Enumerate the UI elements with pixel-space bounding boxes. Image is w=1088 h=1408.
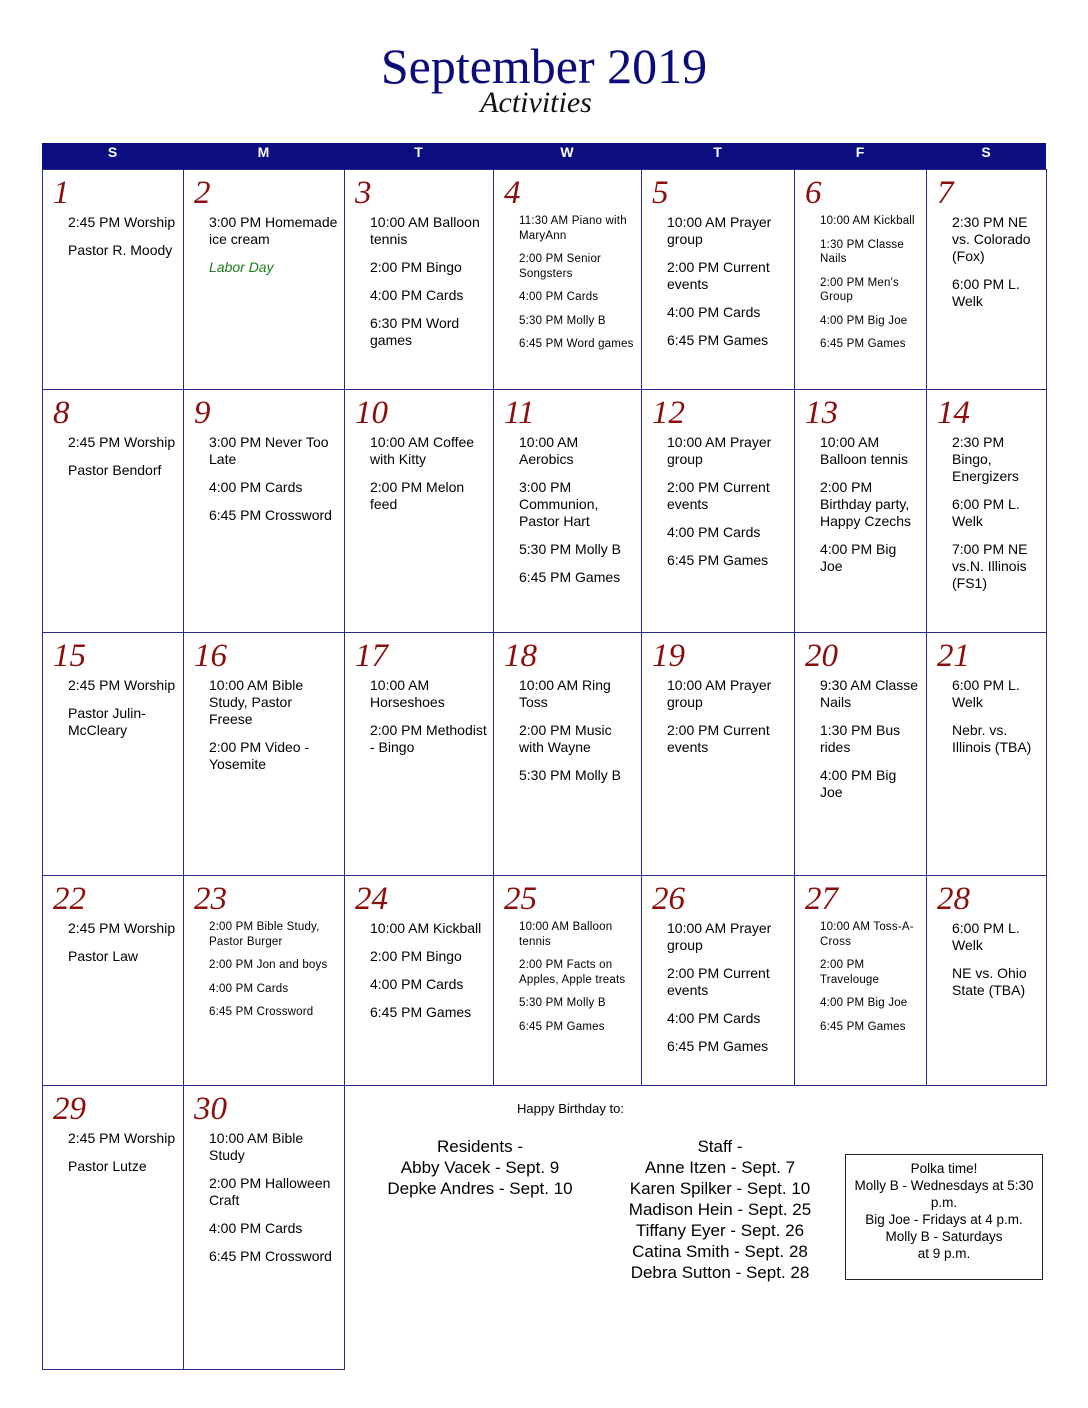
day-cell bbox=[344, 389, 494, 633]
day-number: 1 bbox=[53, 175, 70, 211]
staff-birthdays bbox=[600, 1136, 840, 1283]
event-item: 4:00 PM Cards bbox=[209, 982, 289, 995]
staff-birthday: Anne Itzen - Sept. 7 bbox=[644, 1158, 796, 1177]
day-number: 10 bbox=[355, 395, 388, 431]
polka-line: at 9 p.m. bbox=[917, 1246, 971, 1261]
day-number: 4 bbox=[504, 175, 521, 211]
event-item: 4:00 PM Cards bbox=[667, 304, 761, 320]
residents-birthdays bbox=[360, 1136, 600, 1199]
event-item: 2:00 PM Travelouge bbox=[820, 959, 880, 986]
event-item: 10:00 AM Bible Study bbox=[209, 1130, 304, 1163]
event-item: 2:45 PM Worship bbox=[68, 920, 176, 936]
event-item: 2:45 PM Worship bbox=[68, 1130, 176, 1146]
event-item: 4:00 PM Big Joe bbox=[820, 541, 897, 574]
event-item: 3:00 PM Communion, Pastor Hart bbox=[519, 479, 599, 529]
day-number: 9 bbox=[194, 395, 211, 431]
event-item: 2:00 PM Bingo bbox=[370, 259, 462, 275]
event-item: 10:00 AM Balloon tennis bbox=[370, 214, 480, 247]
weekday-header-mon: M bbox=[257, 144, 270, 160]
day-number: 28 bbox=[937, 881, 970, 917]
day-cell bbox=[183, 875, 345, 1086]
event-item: 1:30 PM Classe Nails bbox=[820, 238, 904, 265]
event-item: 6:45 PM Games bbox=[519, 569, 621, 585]
event-item: Pastor Lutze bbox=[68, 1158, 147, 1174]
event-item: 2:30 PM NE vs. Colorado (Fox) bbox=[952, 214, 1031, 264]
event-item: 3:00 PM Homemade ice cream bbox=[209, 214, 338, 247]
weekday-header-thu: T bbox=[713, 144, 722, 160]
event-item: 6:00 PM L. Welk bbox=[952, 276, 1020, 309]
day-cell bbox=[344, 169, 494, 390]
weekday-header-tue: T bbox=[414, 144, 423, 160]
polka-line: Polka time! bbox=[910, 1161, 978, 1176]
day-cell bbox=[183, 169, 345, 390]
event-list bbox=[209, 677, 338, 784]
day-number: 16 bbox=[194, 638, 227, 674]
event-item: 2:00 PM Jon and boys bbox=[209, 959, 328, 971]
event-list bbox=[667, 434, 788, 580]
event-item: 4:00 PM Cards bbox=[370, 287, 464, 303]
day-cell bbox=[641, 632, 795, 876]
event-item: 2:00 PM Senior Songsters bbox=[519, 253, 602, 280]
day-cell bbox=[794, 389, 927, 633]
event-item: 2:00 PM Men's Group bbox=[820, 276, 899, 303]
event-item: 2:00 PM Current events bbox=[667, 259, 770, 292]
event-item: 6:00 PM L. Welk bbox=[952, 677, 1020, 710]
polka-line: Molly B - Wednesdays at 5:30 p.m. bbox=[854, 1178, 1034, 1210]
day-number: 22 bbox=[53, 881, 86, 917]
event-item: Nebr. vs. Illinois (TBA) bbox=[952, 722, 1032, 755]
calendar-title: September 2019 bbox=[380, 38, 708, 94]
event-item: 6:00 PM L. Welk bbox=[952, 496, 1020, 529]
day-cell bbox=[42, 169, 184, 390]
day-cell bbox=[493, 389, 642, 633]
event-item: 6:45 PM Games bbox=[370, 1004, 472, 1020]
day-cell bbox=[926, 169, 1047, 390]
day-number: 20 bbox=[805, 638, 838, 674]
event-item: 4:00 PM Cards bbox=[209, 479, 303, 495]
event-list bbox=[667, 920, 788, 1066]
event-list bbox=[519, 434, 635, 597]
event-item: 10:00 AM Prayer group bbox=[667, 677, 772, 710]
event-item: 10:00 AM Kickball bbox=[370, 920, 482, 936]
staff-birthday: Debra Sutton - Sept. 28 bbox=[630, 1263, 810, 1282]
event-item: 6:30 PM Word games bbox=[370, 315, 460, 348]
event-item: 7:00 PM NE vs.N. Illinois (FS1) bbox=[952, 541, 1028, 591]
event-item: 2:00 PM Bible Study, Pastor Burger bbox=[209, 921, 320, 948]
event-list bbox=[370, 920, 487, 1032]
event-list bbox=[820, 920, 920, 1043]
day-cell bbox=[42, 632, 184, 876]
resident-birthday: Depke Andres - Sept. 10 bbox=[387, 1179, 573, 1198]
event-list bbox=[952, 677, 1040, 767]
event-list bbox=[370, 677, 487, 767]
day-cell bbox=[183, 632, 345, 876]
staff-birthday: Karen Spilker - Sept. 10 bbox=[629, 1179, 811, 1198]
day-number: 2 bbox=[194, 175, 211, 211]
event-item: 4:00 PM Cards bbox=[667, 524, 761, 540]
event-item: 6:45 PM Games bbox=[519, 1020, 605, 1033]
day-cell bbox=[641, 875, 795, 1086]
event-item: 4:00 PM Big Joe bbox=[820, 314, 908, 327]
event-item: 2:00 PM Birthday party, Happy Czechs bbox=[820, 479, 912, 529]
weekday-header-fri: F bbox=[855, 144, 865, 160]
event-item: 2:00 PM Halloween Craft bbox=[209, 1175, 331, 1208]
polka-time-box bbox=[845, 1154, 1043, 1280]
event-list bbox=[209, 920, 338, 1029]
event-item: 2:00 PM Video - Yosemite bbox=[209, 739, 310, 772]
event-item: 10:00 AM Prayer group bbox=[667, 434, 772, 467]
event-item: 2:00 PM Current events bbox=[667, 479, 770, 512]
day-cell bbox=[493, 632, 642, 876]
day-number: 14 bbox=[937, 395, 970, 431]
staff-birthday: Madison Hein - Sept. 25 bbox=[628, 1200, 812, 1219]
event-item: 2:00 PM Methodist - Bingo bbox=[370, 722, 487, 755]
event-item: 5:30 PM Molly B bbox=[519, 767, 621, 783]
weekday-header-bar bbox=[42, 143, 1046, 169]
day-number: 19 bbox=[652, 638, 685, 674]
day-cell bbox=[641, 169, 795, 390]
event-list bbox=[209, 214, 338, 287]
event-item: 2:00 PM Current events bbox=[667, 965, 770, 998]
event-item: 6:45 PM Games bbox=[820, 1020, 906, 1033]
event-list bbox=[68, 677, 177, 750]
day-number: 26 bbox=[652, 881, 685, 917]
event-item: 2:45 PM Worship bbox=[68, 434, 176, 450]
event-item: 10:00 AM Kickball bbox=[820, 215, 915, 227]
event-item: 4:00 PM Big Joe bbox=[820, 767, 897, 800]
event-item: 2:00 PM Music with Wayne bbox=[519, 722, 612, 755]
calendar-subtitle: Activities bbox=[480, 86, 592, 119]
event-item: 9:30 AM Classe Nails bbox=[820, 677, 919, 710]
staff-birthday: Tiffany Eyer - Sept. 26 bbox=[635, 1221, 805, 1240]
day-number: 29 bbox=[53, 1091, 86, 1127]
event-item: 10:00 AM Coffee with Kitty bbox=[370, 434, 475, 467]
event-list bbox=[519, 677, 635, 795]
day-number: 17 bbox=[355, 638, 388, 674]
event-item: 6:45 PM Crossword bbox=[209, 1006, 314, 1018]
day-cell bbox=[794, 169, 927, 390]
event-item: 6:00 PM L. Welk bbox=[952, 920, 1020, 953]
event-item: 6:45 PM Games bbox=[667, 1038, 769, 1054]
event-list bbox=[68, 214, 177, 270]
event-list bbox=[820, 434, 920, 586]
event-item: Pastor Law bbox=[68, 948, 139, 964]
event-item: 1:30 PM Bus rides bbox=[820, 722, 901, 755]
event-item: 2:30 PM Bingo, Energizers bbox=[952, 434, 1019, 484]
event-item: 6:45 PM Games bbox=[667, 332, 769, 348]
event-item: 2:00 PM Melon feed bbox=[370, 479, 465, 512]
event-list bbox=[952, 920, 1040, 1010]
event-list bbox=[667, 214, 788, 360]
day-number: 7 bbox=[937, 175, 954, 211]
day-number: 25 bbox=[504, 881, 537, 917]
weekday-header-sat: S bbox=[981, 144, 991, 160]
event-list bbox=[667, 677, 788, 767]
residents-title: Residents - bbox=[437, 1137, 523, 1156]
day-cell bbox=[794, 632, 927, 876]
resident-birthday: Abby Vacek - Sept. 9 bbox=[400, 1158, 560, 1177]
event-item: 10:00 AM Prayer group bbox=[667, 214, 772, 247]
day-number: 15 bbox=[53, 638, 86, 674]
event-item: Pastor Julin-McCleary bbox=[68, 705, 146, 738]
day-cell bbox=[344, 875, 494, 1086]
event-item: 6:45 PM Games bbox=[820, 338, 906, 350]
event-item: 10:00 AM Horseshoes bbox=[370, 677, 445, 710]
day-number: 3 bbox=[355, 175, 372, 211]
day-cell bbox=[344, 632, 494, 876]
event-item: 3:00 PM Never Too Late bbox=[209, 434, 329, 467]
day-number: 23 bbox=[194, 881, 227, 917]
polka-line: Molly B - Saturdays bbox=[885, 1229, 1003, 1244]
day-number: 13 bbox=[805, 395, 838, 431]
event-item: 10:00 AM Balloon tennis bbox=[820, 434, 908, 467]
event-item: 11:30 AM Piano with MaryAnn bbox=[519, 215, 627, 242]
event-item: 10:00 AM Bible Study, Pastor Freese bbox=[209, 677, 304, 727]
event-item: 2:45 PM Worship bbox=[68, 677, 176, 693]
event-list bbox=[519, 920, 635, 1043]
event-list bbox=[68, 434, 177, 490]
day-number: 12 bbox=[652, 395, 685, 431]
day-cell bbox=[926, 389, 1047, 633]
day-number: 24 bbox=[355, 881, 388, 917]
event-list bbox=[820, 677, 920, 812]
day-cell bbox=[493, 169, 642, 390]
event-item: 10:00 AM Balloon tennis bbox=[519, 921, 613, 948]
weekday-header-sun: S bbox=[107, 144, 118, 160]
day-number: 30 bbox=[194, 1091, 227, 1127]
event-item: 2:00 PM Current events bbox=[667, 722, 770, 755]
event-item: 10:00 AM Prayer group bbox=[667, 920, 772, 953]
event-list bbox=[952, 214, 1040, 321]
holiday-note: Labor Day bbox=[209, 259, 274, 275]
day-cell bbox=[641, 389, 795, 633]
day-cell bbox=[42, 389, 184, 633]
event-item: 6:45 PM Games bbox=[667, 552, 769, 568]
event-item: 5:30 PM Molly B bbox=[519, 314, 606, 327]
day-number: 27 bbox=[805, 881, 838, 917]
event-list bbox=[820, 214, 920, 361]
day-cell bbox=[183, 389, 345, 633]
event-item: 2:45 PM Worship bbox=[68, 214, 176, 230]
weekday-header-wed: W bbox=[560, 144, 574, 160]
event-item: 5:30 PM Molly B bbox=[519, 997, 606, 1009]
event-list bbox=[519, 214, 635, 361]
event-list bbox=[209, 1130, 338, 1276]
day-cell bbox=[42, 875, 184, 1086]
day-number: 6 bbox=[805, 175, 822, 211]
event-item: Pastor Bendorf bbox=[68, 462, 162, 478]
event-list bbox=[370, 214, 487, 360]
day-number: 11 bbox=[504, 395, 535, 431]
event-item: 6:45 PM Crossword bbox=[209, 507, 332, 523]
event-item: 4:00 PM Cards bbox=[519, 291, 599, 303]
event-list bbox=[209, 434, 338, 535]
day-cell bbox=[42, 1085, 184, 1370]
event-item: 10:00 AM Aerobics bbox=[519, 434, 579, 467]
event-item: NE vs. Ohio State (TBA) bbox=[952, 965, 1027, 998]
staff-title: Staff - bbox=[697, 1137, 743, 1156]
day-number: 18 bbox=[504, 638, 537, 674]
event-item: Pastor R. Moody bbox=[68, 242, 173, 258]
event-item: 4:00 PM Cards bbox=[370, 976, 464, 992]
day-cell bbox=[926, 875, 1047, 1086]
staff-birthday: Catina Smith - Sept. 28 bbox=[632, 1242, 808, 1261]
day-number: 8 bbox=[53, 395, 70, 431]
day-number: 5 bbox=[652, 175, 669, 211]
polka-line: Big Joe - Fridays at 4 p.m. bbox=[865, 1212, 1023, 1227]
day-cell bbox=[926, 632, 1047, 876]
event-item: 6:45 PM Crossword bbox=[209, 1248, 332, 1264]
event-list bbox=[370, 434, 487, 524]
event-item: 4:00 PM Cards bbox=[667, 1010, 761, 1026]
event-item: 2:00 PM Facts on Apples, Apple treats bbox=[519, 959, 626, 986]
event-list bbox=[68, 1130, 177, 1186]
day-cell bbox=[183, 1085, 345, 1370]
event-list bbox=[68, 920, 177, 976]
event-item: 4:00 PM Big Joe bbox=[820, 997, 908, 1009]
event-item: 10:00 AM Ring Toss bbox=[519, 677, 611, 710]
event-item: 10:00 AM Toss-A-Cross bbox=[820, 921, 914, 948]
event-item: 5:30 PM Molly B bbox=[519, 541, 621, 557]
day-cell bbox=[493, 875, 642, 1086]
day-number: 21 bbox=[937, 638, 970, 674]
event-list bbox=[952, 434, 1040, 603]
birthday-heading: Happy Birthday to: bbox=[517, 1101, 624, 1116]
event-item: 4:00 PM Cards bbox=[209, 1220, 303, 1236]
event-item: 6:45 PM Word games bbox=[519, 338, 634, 350]
day-cell bbox=[794, 875, 927, 1086]
event-item: 2:00 PM Bingo bbox=[370, 948, 462, 964]
